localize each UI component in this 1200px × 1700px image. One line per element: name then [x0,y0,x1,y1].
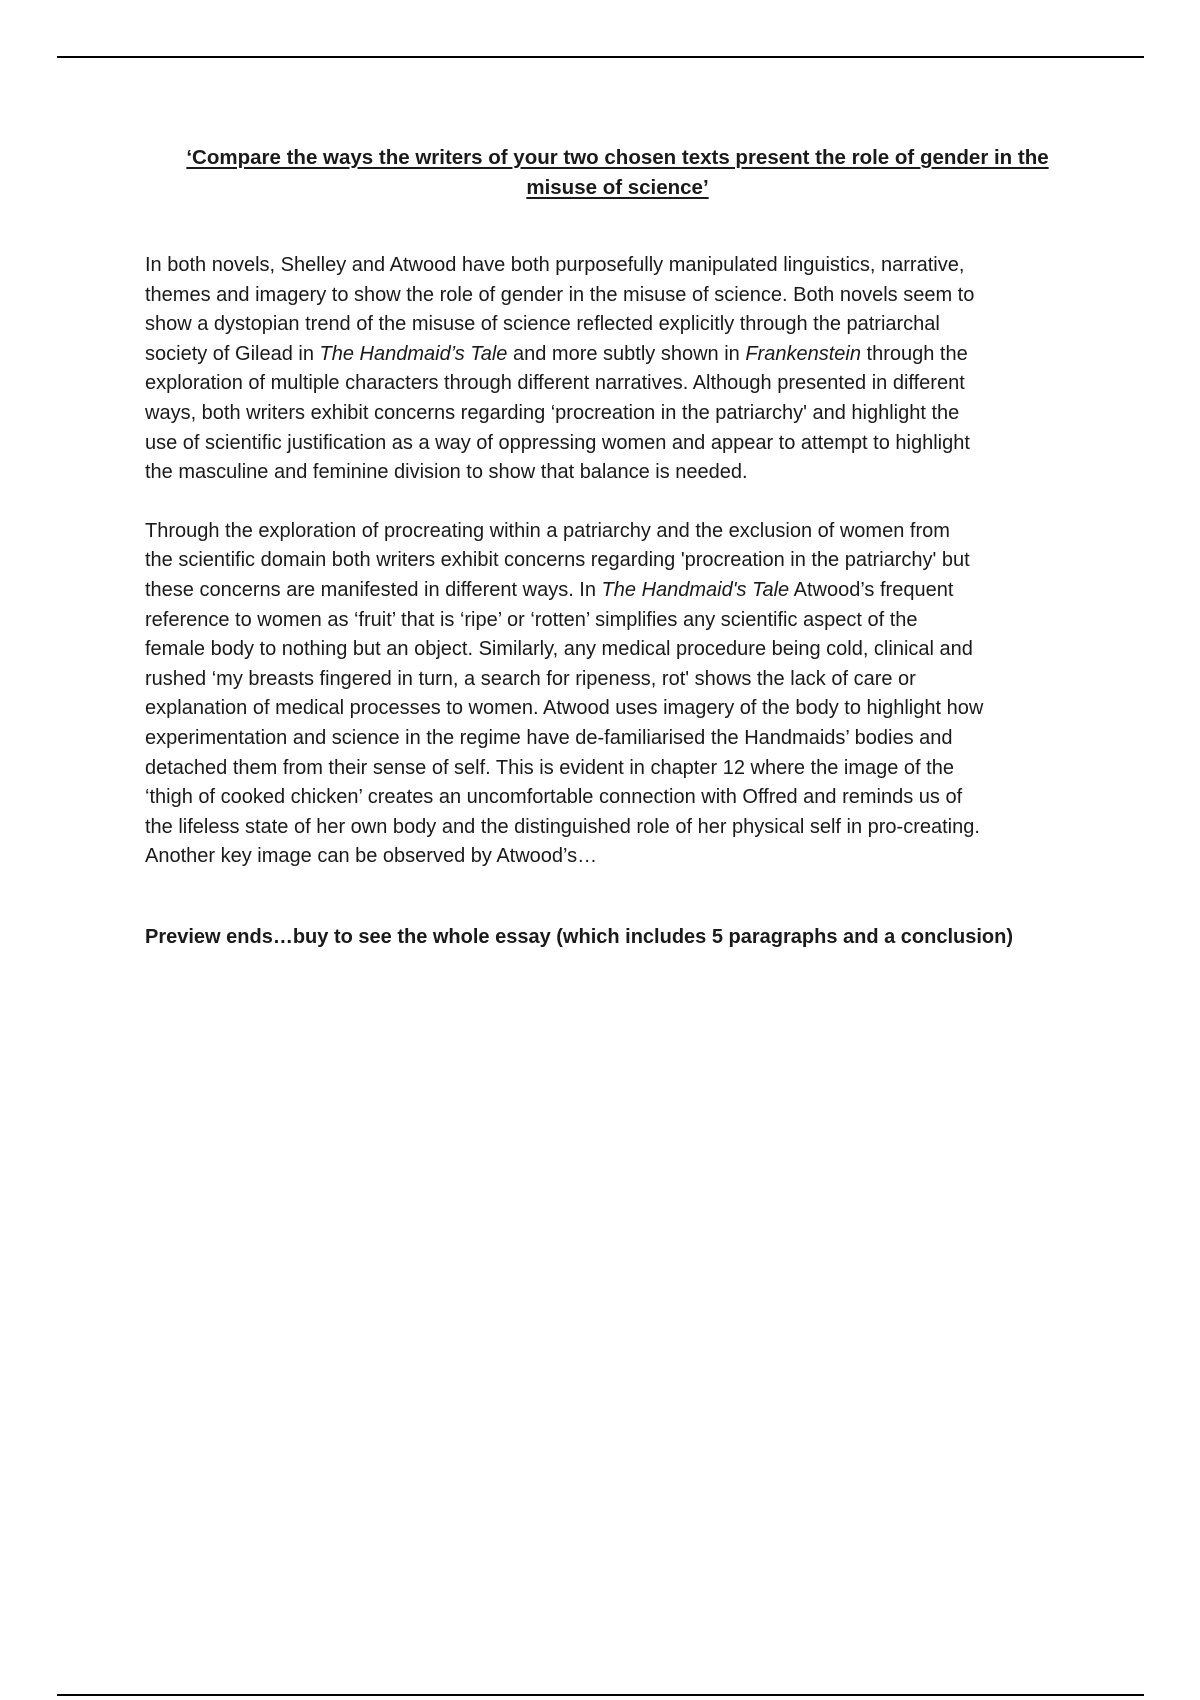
book-title: The Handmaid’s Tale [319,342,508,365]
paragraph-1 [145,251,1090,488]
paragraph-line: female body to nothing but an object. Similarly, any medical procedure being cold, clinical and [145,638,973,661]
paragraph-line: the lifeless state of her own body and the distinguished role of her physical self in pro-creating. [145,815,980,838]
paragraph-line: experimentation and science in the regime have de-familiarised the Handmaids’ bodies and [145,726,953,749]
book-title: The Handmaid's Tale [601,578,790,601]
paragraph-line: show a dystopian trend of the misuse of science reflected explicitly through the patriarchal [145,313,940,336]
top-rule [57,56,1144,58]
paragraph-line: ‘thigh of cooked chicken’ creates an uncomfortable connection with Offred and reminds us of [145,786,963,809]
document-page [145,143,1090,952]
paragraph-line: explanation of medical processes to women. Atwood uses imagery of the body to highlight how [145,697,984,720]
paragraph-line: themes and imagery to show the role of gender in the misuse of science. Both novels seem to [145,283,975,306]
paragraph-line: the scientific domain both writers exhibit concerns regarding 'procreation in the patriarchy' but [145,549,970,572]
paragraph-line: In both novels, Shelley and Atwood have both purposefully manipulated linguistics, narrative, [145,254,965,276]
paragraph-2 [145,517,1090,872]
paragraph-line: Through the exploration of procreating within a patriarchy and the exclusion of women from [145,519,950,542]
paragraph-line: ways, both writers exhibit concerns regarding ‘procreation in the patriarchy' and highlight the [145,401,960,424]
paragraph-line: exploration of multiple characters through different narratives. Although presented in different [145,372,965,395]
preview-note: Preview ends…buy to see the whole essay (which includes 5 paragraphs and a conclusion) [145,925,1014,948]
paragraph-line: reference to women as ‘fruit’ that is ‘ripe’ or ‘rotten’ simplifies any scientific aspect of the [145,608,918,631]
paragraph-line: Another key image can be observed by Atwood’s… [145,845,598,868]
paragraph-line: society of Gilead in The Handmaid’s Tale and more subtly shown in Frankenstein through the [145,342,968,365]
paragraph-line: detached them from their sense of self. This is evident in chapter 12 where the image of the [145,756,954,779]
paragraph-line: the masculine and feminine division to show that balance is needed. [145,461,748,484]
paragraph-line: use of scientific justification as a way of oppressing women and appear to attempt to highlight [145,431,970,454]
essay-title: ‘Compare the ways the writers of your two chosen texts present the role of gender in the misuse of science’ [186,146,1049,199]
book-title: Frankenstein [745,342,861,365]
paragraph-line: these concerns are manifested in different ways. In The Handmaid's Tale Atwood’s frequent [145,578,954,601]
bottom-rule [57,1694,1144,1696]
paragraph-line: rushed ‘my breasts fingered in turn, a search for ripeness, rot' shows the lack of care or [145,667,916,690]
